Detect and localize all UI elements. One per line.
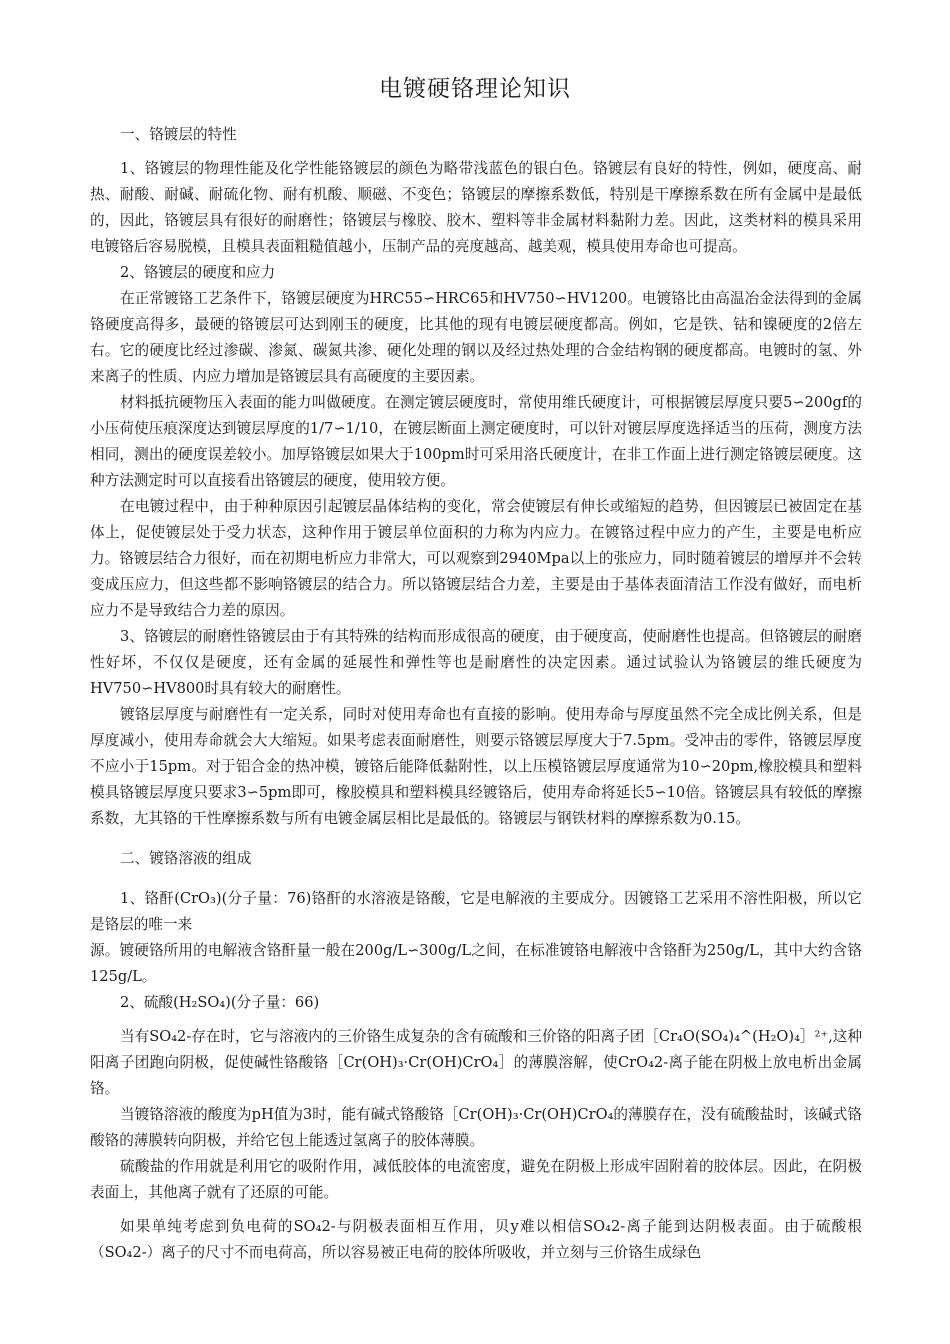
- section-heading-2: 二、镀铬溶液的组成: [120, 850, 252, 867]
- document-body: [90, 122, 862, 1266]
- paragraph: 在电镀过程中，由于种种原因引起镀层晶体结构的变化，常会使镀层有伸长或缩短的趋势，但因镀层已被固定在基体上，促使镀层处于受力状态，这种作用于镀层单位面积的力称为内应力。在镀铬过程中应力的产生，主要是电析应力。铬镀层结合力很好，而在初期电析应力非常大，可以观察到2940Mpa以上的张应力，同时随着镀层的增厚并不会转变成压应力，但这些都不影响铬镀层的结合力。所以铬镀层结合力差，主要是由于基体表面清洁工作没有做好，而电析应力不是导致结合力差的原因。: [90, 498, 862, 619]
- paragraph: 如果单纯考虑到负电荷的SO₄2-与阴极表面相互作用，贝y难以相信SO₄2-离子能到达阴极表面。由于硫酸根（SO₄2-）离子的尺寸不而电荷高，所以容易被正电荷的胶体所吸收，并立刻与三价铬生成绿色: [90, 1218, 862, 1261]
- paragraph: 当镀铬溶液的酸度为pH值为3时，能有碱式铬酸铬［Cr(OH)₃·Cr(OH)CrO₄的薄膜存在，没有硫酸盐时，该碱式铬酸铬的薄膜转向阴极，并给它包上能透过氢离子的胶体薄膜。: [90, 1106, 862, 1149]
- subheading: 2、硫酸(H₂SO₄)(分子量：66): [120, 994, 320, 1011]
- paragraph: 1、铬酐(CrO₃)(分子量：76)铬酐的水溶液是铬酸，它是电解液的主要成分。因镀铬工艺采用不溶性阳极，所以它是铬层的唯一来: [90, 890, 862, 933]
- paragraph: 在正常镀铬工艺条件下，铬镀层硬度为HRC55∽HRC65和HV750∽HV1200。电镀铬比由高温冶金法得到的金属铬硬度高得多，最硬的铬镀层可达到刚玉的硬度，比其他的现有电镀层硬度都高。例如，它是铁、钴和镍硬度的2倍左右。它的硬度比经过渗碳、渗氮、碳氮共渗、硬化处理的钢以及经过热处理的合金结构钢的硬度都高。电镀时的氢、外来离子的性质、内应力增加是铬镀层具有高硬度的主要因素。: [90, 290, 862, 385]
- document-title: 电镀硬铬理论知识: [379, 76, 571, 102]
- paragraph: 硫酸盐的作用就是利用它的吸附作用，减低胶体的电流密度，避免在阴极上形成牢固附着的胶体层。因此，在阴极表面上，其他离子就有了还原的可能。: [90, 1158, 862, 1201]
- paragraph: 镀铬层厚度与耐磨性有一定关系，同时对使用寿命也有直接的影响。使用寿命与厚度虽然不完全成比例关系，但是厚度减小，使用寿命就会大大缩短。如果考虑表面耐磨性，则要示铬镀层厚度大于7.5pm。受冲击的零件，铬镀层厚度不应小于15pm。对于铝合金的热冲模，镀铬后能降低黏附性，以上压模铬镀层厚度通常为10∽20pm,橡胶模具和塑料模具铬镀层厚度只要求3∽5pm即可，橡胶模具和塑料模具经镀铬后，使用寿命将延长5∽10倍。铬镀层具有较低的摩擦系数，尢其铬的干性摩擦系数与所有电镀金属层相比是最低的。铬镀层与钢铁材料的摩擦系数为0.15。: [90, 706, 862, 827]
- paragraph: 3、铬镀层的耐磨性铬镀层由于有其特殊的结构而形成很高的硬度，由于硬度高，使耐磨性也提高。但铬镀层的耐磨性好坏，不仅仅是硬度，还有金属的延展性和弹性等也是耐磨性的决定因素。通过试验认为铬镀层的维氏硬度为HV750∽HV800时具有较大的耐磨性。: [90, 628, 862, 697]
- paragraph: 1、铬镀层的物理性能及化学性能铬镀层的颜色为略带浅蓝色的银白色。铬镀层有良好的特性，例如，硬度高、耐热、耐酸、耐碱、耐硫化物、耐有机酸、顺磁、不变色；铬镀层的摩擦系数低，特别是干摩擦系数在所有金属中是最低的，因此，铬镀层具有很好的耐磨性；铬镀层与橡胶、胶木、塑料等非金属材料黏附力差。因此，这类材料的模具采用电镀铬后容易脱模，且模具表面粗糙值越小，压制产品的亮度越高、越美观，模具使用寿命也可提高。: [90, 160, 862, 255]
- paragraph: 当有SO₄2-存在时，它与溶液内的三价铬生成复杂的含有硫酸和三价铬的阳离子团［Cr₄O(SO₄)₄^(H₂O)₄］²⁺,这种阳离子团跑向阴极，促使碱性铬酸铬［Cr(OH)₃·Cr(OH)CrO₄］的薄膜溶解，使CrO₄2-离子能在阴极上放电析出金属铬。: [90, 1028, 862, 1097]
- paragraph: 材料抵抗硬物压入表面的能力叫做硬度。在测定镀层硬度时，常使用维氏硬度计，可根据镀层厚度只要5∽200gf的小压荷使压痕深度达到镀层厚度的1/7∽1/10，在镀层断面上测定硬度时，可以针对镀层厚度选择适当的压荷，测度方法相同，测出的硬度误差较小。加厚铬镀层如果大于100pm时可采用洛氏硬度计，在非工作面上进行测定铬镀层硬度。这种方法测定时可以直接看出铬镀层的硬度，使用较方便。: [90, 394, 862, 489]
- paragraph-continuation: 源。镀硬铬所用的电解液含铬酐量一般在200g/L∽300g/L之间，在标准镀铬电解液中含铬酐为250g/L，其中大约含铬125g/L。: [90, 942, 862, 985]
- subheading: 2、铬镀层的硬度和应力: [120, 264, 276, 281]
- section-heading-1: 一、铬镀层的特性: [120, 126, 237, 143]
